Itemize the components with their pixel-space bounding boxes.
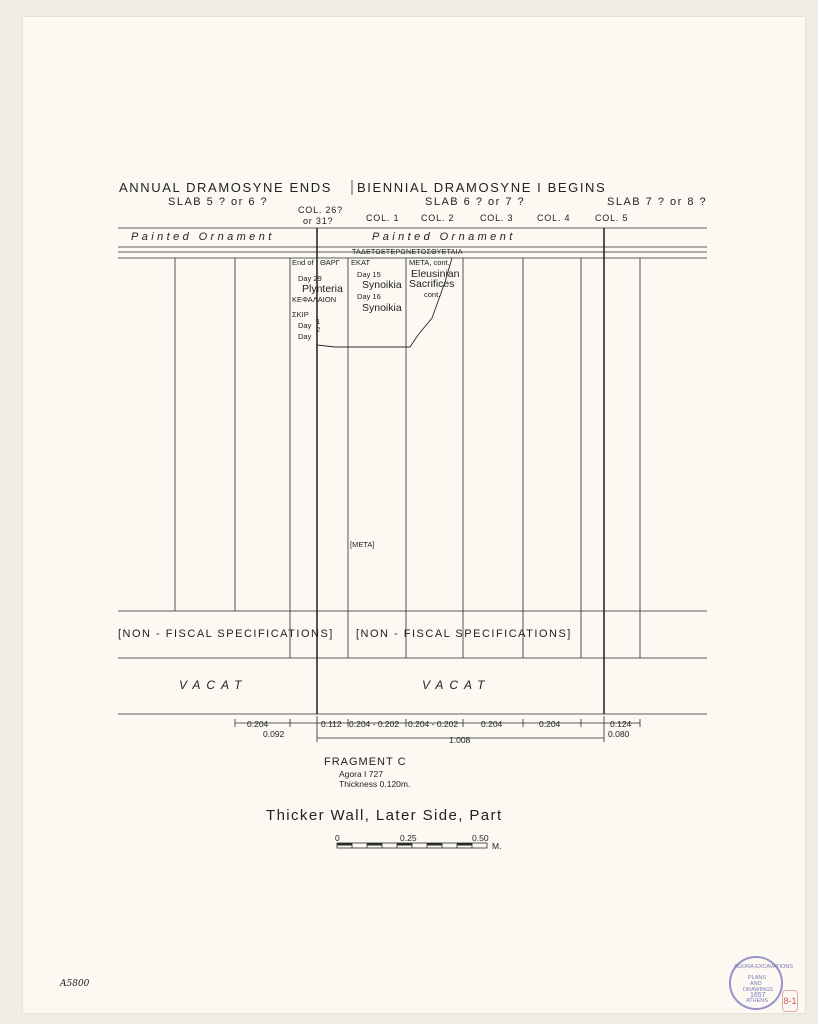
fragment-title: FRAGMENT C (324, 756, 407, 768)
synoikia-label-2: Synoikia (362, 302, 402, 314)
col-5-label: COL. 5 (595, 213, 629, 223)
skir-label: ΣΚΙΡ (292, 310, 309, 319)
slab-right-label: SLAB 7 ? or 8 ? (607, 196, 708, 208)
day-15-label: Day 15 (357, 270, 381, 279)
plynteria-label: Plynteria (302, 283, 343, 295)
cont-label: cont. (424, 290, 441, 299)
sheet-tag: 8-1 (782, 990, 798, 1012)
dim-0204-0202-a: 0.204 - 0.202 (349, 719, 400, 729)
col-4-label: COL. 4 (537, 213, 571, 223)
scale-zero: 0 (335, 833, 340, 843)
end-of-label: End of (292, 258, 314, 267)
meta-bracket-label: [ΜΕΤΑ] (350, 540, 375, 549)
dim-0204-b: 0.204 (481, 719, 503, 729)
dim-0204-c: 0.204 (539, 719, 561, 729)
day-label-a: Day (298, 321, 312, 330)
dim-0204-a: 0.204 (247, 719, 269, 729)
synoikia-label-1: Synoikia (362, 279, 402, 291)
greek-heading: ΤΑΔΕΤΩΕΤΕΡΩΝΕΤΟΣΘΥΕΤΑΙΑ (352, 249, 463, 256)
col-1-label: COL. 1 (366, 213, 400, 223)
day-16-label: Day 16 (357, 292, 381, 301)
sacrifices-label: Sacrifices (409, 278, 455, 290)
scale-half: 0.50 (472, 833, 489, 843)
kephalaion-label: ΚΕΦΑΛΑΙΟΝ (292, 295, 337, 304)
agora-excavations-stamp: AGORA EXCAVATIONS PLANS AND DRAWINGS ATHENS 1657 (729, 956, 783, 1010)
scale-quarter: 0.25 (400, 833, 417, 843)
slab-middle-label: SLAB 6 ? or 7 ? (425, 196, 526, 208)
dim-0092: 0.092 (263, 729, 285, 739)
slab-left-label: SLAB 5 ? or 6 ? (168, 196, 269, 208)
dim-total: 1.008 (449, 735, 471, 745)
col-31-label: or 31? (303, 216, 334, 226)
ornament-left: Painted Ornament (131, 231, 275, 243)
day-label-b: Day (298, 332, 312, 341)
scale-unit: M. (492, 841, 502, 851)
vacat-left: VACAT (179, 678, 248, 692)
dim-0124: 0.124 (610, 719, 632, 729)
drawing-title: Thicker Wall, Later Side, Part (266, 807, 503, 824)
spec-left: [NON - FISCAL SPECIFICATIONS] (118, 628, 334, 640)
col-3-label: COL. 3 (480, 213, 514, 223)
eleusinian-label: Eleusinian (411, 268, 460, 280)
dim-0204-0202-b: 0.204 - 0.202 (408, 719, 459, 729)
catalog-number: A5800 (60, 979, 90, 989)
col-26-label: COL. 26? (298, 205, 343, 215)
thargelion-label: ΘΑΡΓ (320, 258, 340, 267)
vacat-right: VACAT (422, 678, 491, 692)
header-left: ANNUAL DRAMOSYNE ENDS (119, 180, 332, 195)
meta-cont-label: ΜΕΤΑ, cont. (409, 258, 450, 267)
dim-0080: 0.080 (608, 729, 630, 739)
fragment-agora-number: Agora I 727 (339, 769, 383, 779)
hekatombaion-label: ΕΚΑΤ (351, 258, 371, 267)
number-1: 1 (316, 317, 321, 326)
spec-right: [NON - FISCAL SPECIFICATIONS] (356, 628, 572, 640)
number-2: 2 (316, 325, 321, 334)
dim-0112: 0.112 (321, 719, 342, 729)
day-29-label: Day 29 (298, 274, 322, 283)
ornament-right: Painted Ornament (372, 231, 516, 243)
col-2-label: COL. 2 (421, 213, 455, 223)
fragment-thickness: Thickness 0.120m. (339, 779, 411, 789)
header-right: BIENNIAL DRAMOSYNE I BEGINS (357, 180, 607, 195)
